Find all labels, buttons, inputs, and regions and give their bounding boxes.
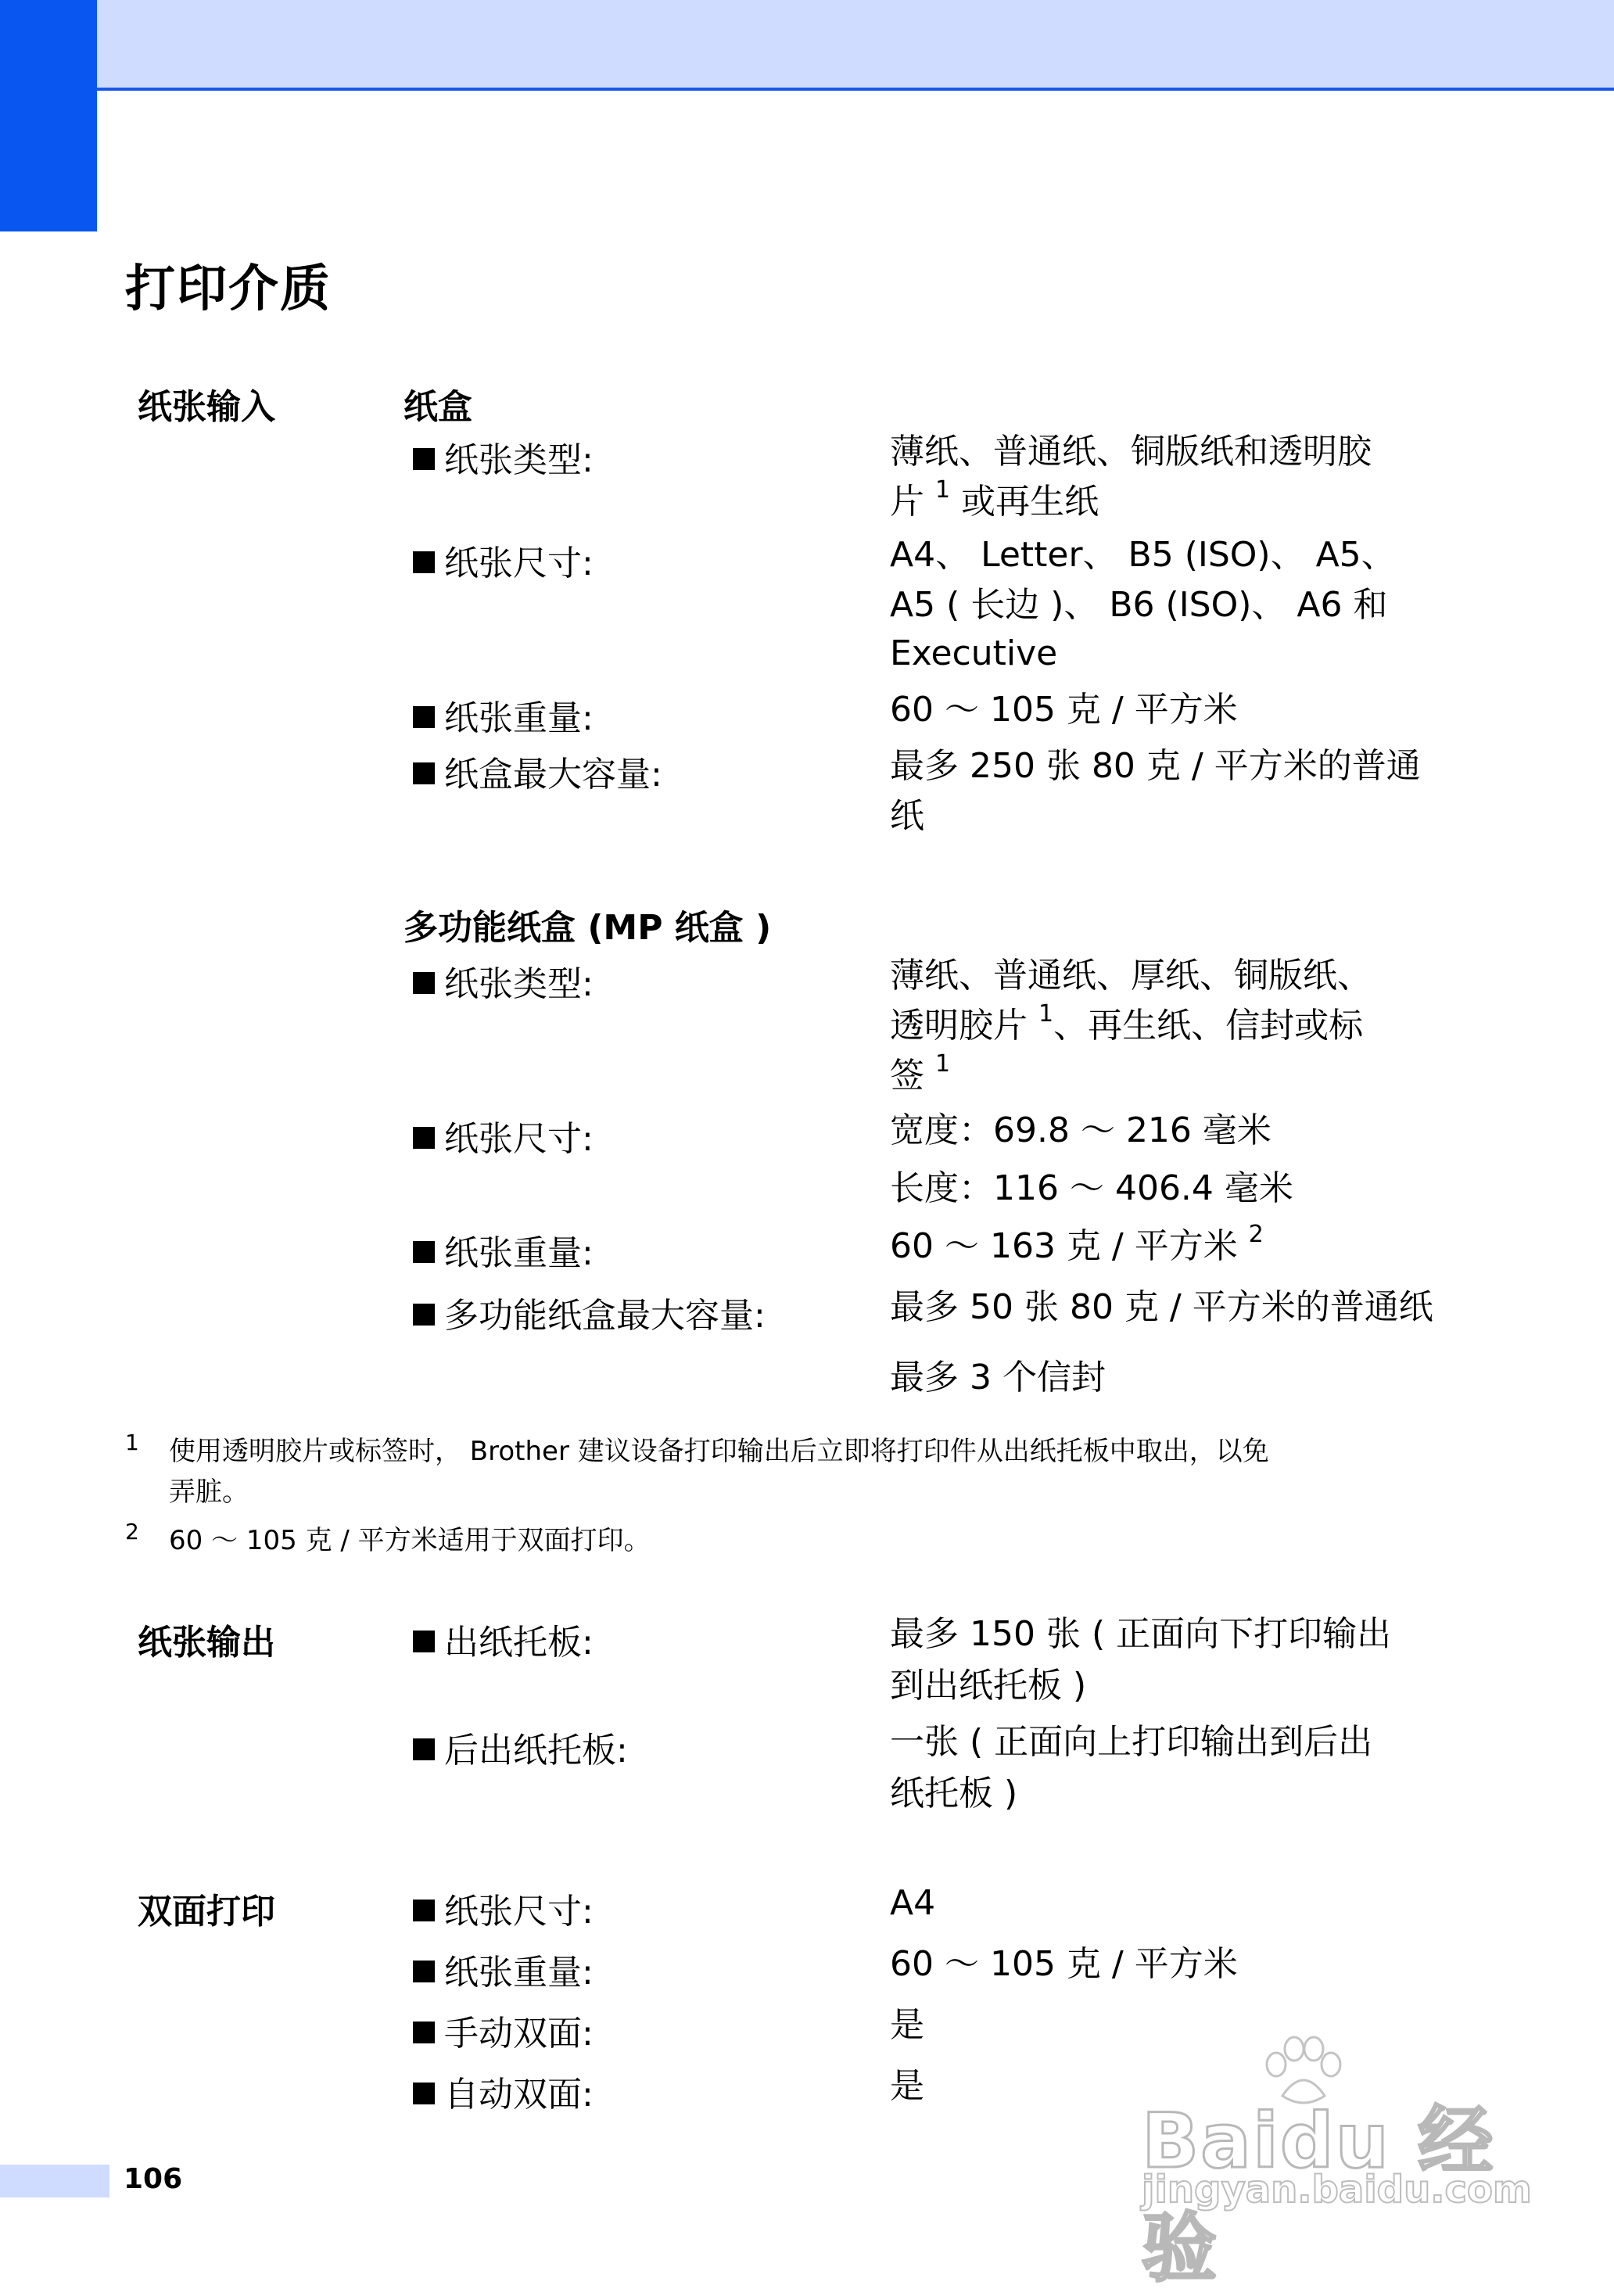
face-down-value-line2: 到出纸托板 ) bbox=[890, 1666, 1087, 1706]
tray-size-value-line2: A5 ( 长边 )、 B6 (ISO)、 A6 和 bbox=[890, 585, 1388, 625]
mp-type-value-line1: 薄纸、普通纸、厚纸、铜版纸、 bbox=[890, 956, 1372, 996]
face-down-label: 出纸托板: bbox=[413, 1614, 594, 1664]
bullet-square-icon bbox=[413, 2083, 435, 2104]
tray-capacity-value-line1: 最多 250 张 80 克 / 平方米的普通 bbox=[890, 746, 1421, 786]
header-band bbox=[0, 0, 1614, 89]
bullet-square-icon bbox=[413, 1304, 435, 1326]
duplex-size-value: A4 bbox=[890, 1883, 936, 1923]
mp-tray-heading: 多功能纸盒 (MP 纸盒 ) bbox=[404, 908, 772, 948]
footnote-2-mark: 2 bbox=[125, 1519, 139, 1544]
bullet-square-icon bbox=[413, 762, 435, 784]
page-title: 打印介质 bbox=[125, 260, 332, 318]
footnote-2-text: 60 ～ 105 克 / 平方米适用于双面打印。 bbox=[169, 1525, 651, 1556]
tray-size-value-line1: A4、 Letter、 B5 (ISO)、 A5、 bbox=[890, 535, 1396, 575]
tray-heading: 纸盒 bbox=[404, 387, 472, 427]
mp-weight-label: 纸张重量: bbox=[413, 1225, 594, 1275]
manual-duplex-value: 是 bbox=[890, 2005, 924, 2045]
bullet-square-icon bbox=[413, 1738, 435, 1760]
bullet-square-icon bbox=[413, 448, 435, 470]
tray-capacity-value-line2: 纸 bbox=[890, 796, 924, 836]
bullet-square-icon bbox=[413, 1241, 435, 1263]
section-paper-input: 纸张输入 bbox=[138, 387, 275, 427]
mp-type-value-line3: 签 $^1$ bbox=[890, 1050, 951, 1096]
auto-duplex-value: 是 bbox=[890, 2066, 924, 2106]
manual-duplex-label: 手动双面: bbox=[413, 2005, 594, 2055]
watermark-url: jingyan.baidu.com bbox=[1142, 2168, 1532, 2212]
duplex-weight-label: 纸张重量: bbox=[413, 1944, 594, 1994]
tray-type-label: 纸张类型: bbox=[413, 432, 594, 482]
mp-weight-value: 60 ～ 163 克 / 平方米 $^2$ bbox=[890, 1221, 1264, 1266]
footnote-ref: 1 bbox=[935, 476, 951, 504]
face-up-value-line2: 纸托板 ) bbox=[890, 1774, 1018, 1813]
mp-size-length: 长度：116 ～ 406.4 毫米 bbox=[890, 1168, 1293, 1208]
footnote-1-mark: 1 bbox=[125, 1430, 139, 1455]
footnote-ref: 2 bbox=[1248, 1221, 1264, 1248]
face-up-label: 后出纸托板: bbox=[413, 1722, 628, 1772]
auto-duplex-label: 自动双面: bbox=[413, 2066, 594, 2116]
section-paper-output: 纸张输出 bbox=[138, 1623, 275, 1663]
tray-size-label: 纸张尺寸: bbox=[413, 535, 594, 585]
mp-type-label: 纸张类型: bbox=[413, 956, 594, 1006]
footnote-1-line2: 弄脏。 bbox=[169, 1476, 249, 1508]
tray-weight-label: 纸张重量: bbox=[413, 690, 594, 740]
page-number-bar bbox=[0, 2165, 109, 2197]
duplex-size-label: 纸张尺寸: bbox=[413, 1883, 594, 1933]
mp-capacity-label: 多功能纸盒最大容量: bbox=[413, 1287, 766, 1337]
chapter-tab bbox=[0, 0, 97, 231]
watermark-brand: Baidu 经验 bbox=[1142, 2097, 1495, 2292]
mp-capacity-value-line1: 最多 50 张 80 克 / 平方米的普通纸 bbox=[890, 1287, 1433, 1327]
bullet-square-icon bbox=[413, 1900, 435, 1921]
bullet-square-icon bbox=[413, 706, 435, 728]
duplex-weight-value: 60 ～ 105 克 / 平方米 bbox=[890, 1944, 1238, 1984]
tray-type-value-line2: 片 $^1$ 或再生纸 bbox=[890, 476, 1099, 522]
footnote-1-line1: 使用透明胶片或标签时， Brother 建议设备打印输出后立即将打印件从出纸托板中取出，以免 bbox=[169, 1436, 1269, 1467]
face-up-value-line1: 一张 ( 正面向上打印输出到后出 bbox=[890, 1722, 1373, 1762]
footnote-ref: 1 bbox=[1038, 1000, 1054, 1028]
footnote-ref: 1 bbox=[935, 1050, 951, 1078]
bullet-square-icon bbox=[413, 2022, 435, 2043]
bullet-square-icon bbox=[413, 1127, 435, 1149]
bullet-square-icon bbox=[413, 972, 435, 994]
mp-size-label: 纸张尺寸: bbox=[413, 1110, 594, 1161]
header-rule bbox=[97, 88, 1614, 91]
mp-type-value-line2: 透明胶片 $^1$、再生纸、信封或标 bbox=[890, 1000, 1364, 1046]
tray-weight-value: 60 ～ 105 克 / 平方米 bbox=[890, 690, 1238, 730]
bullet-square-icon bbox=[413, 551, 435, 573]
bullet-square-icon bbox=[413, 1961, 435, 1982]
bullet-square-icon bbox=[413, 1631, 435, 1652]
tray-capacity-label: 纸盒最大容量: bbox=[413, 746, 662, 796]
section-duplex: 双面打印 bbox=[138, 1892, 275, 1932]
page-number: 106 bbox=[124, 2163, 183, 2195]
mp-capacity-value-line2: 最多 3 个信封 bbox=[890, 1358, 1106, 1397]
mp-size-width: 宽度：69.8 ～ 216 毫米 bbox=[890, 1110, 1271, 1150]
face-down-value-line1: 最多 150 张 ( 正面向下打印输出 bbox=[890, 1614, 1392, 1654]
tray-type-value-line1: 薄纸、普通纸、铜版纸和透明胶 bbox=[890, 432, 1372, 472]
tray-size-value-line3: Executive bbox=[890, 633, 1058, 673]
baidu-watermark bbox=[1142, 2033, 1532, 2292]
